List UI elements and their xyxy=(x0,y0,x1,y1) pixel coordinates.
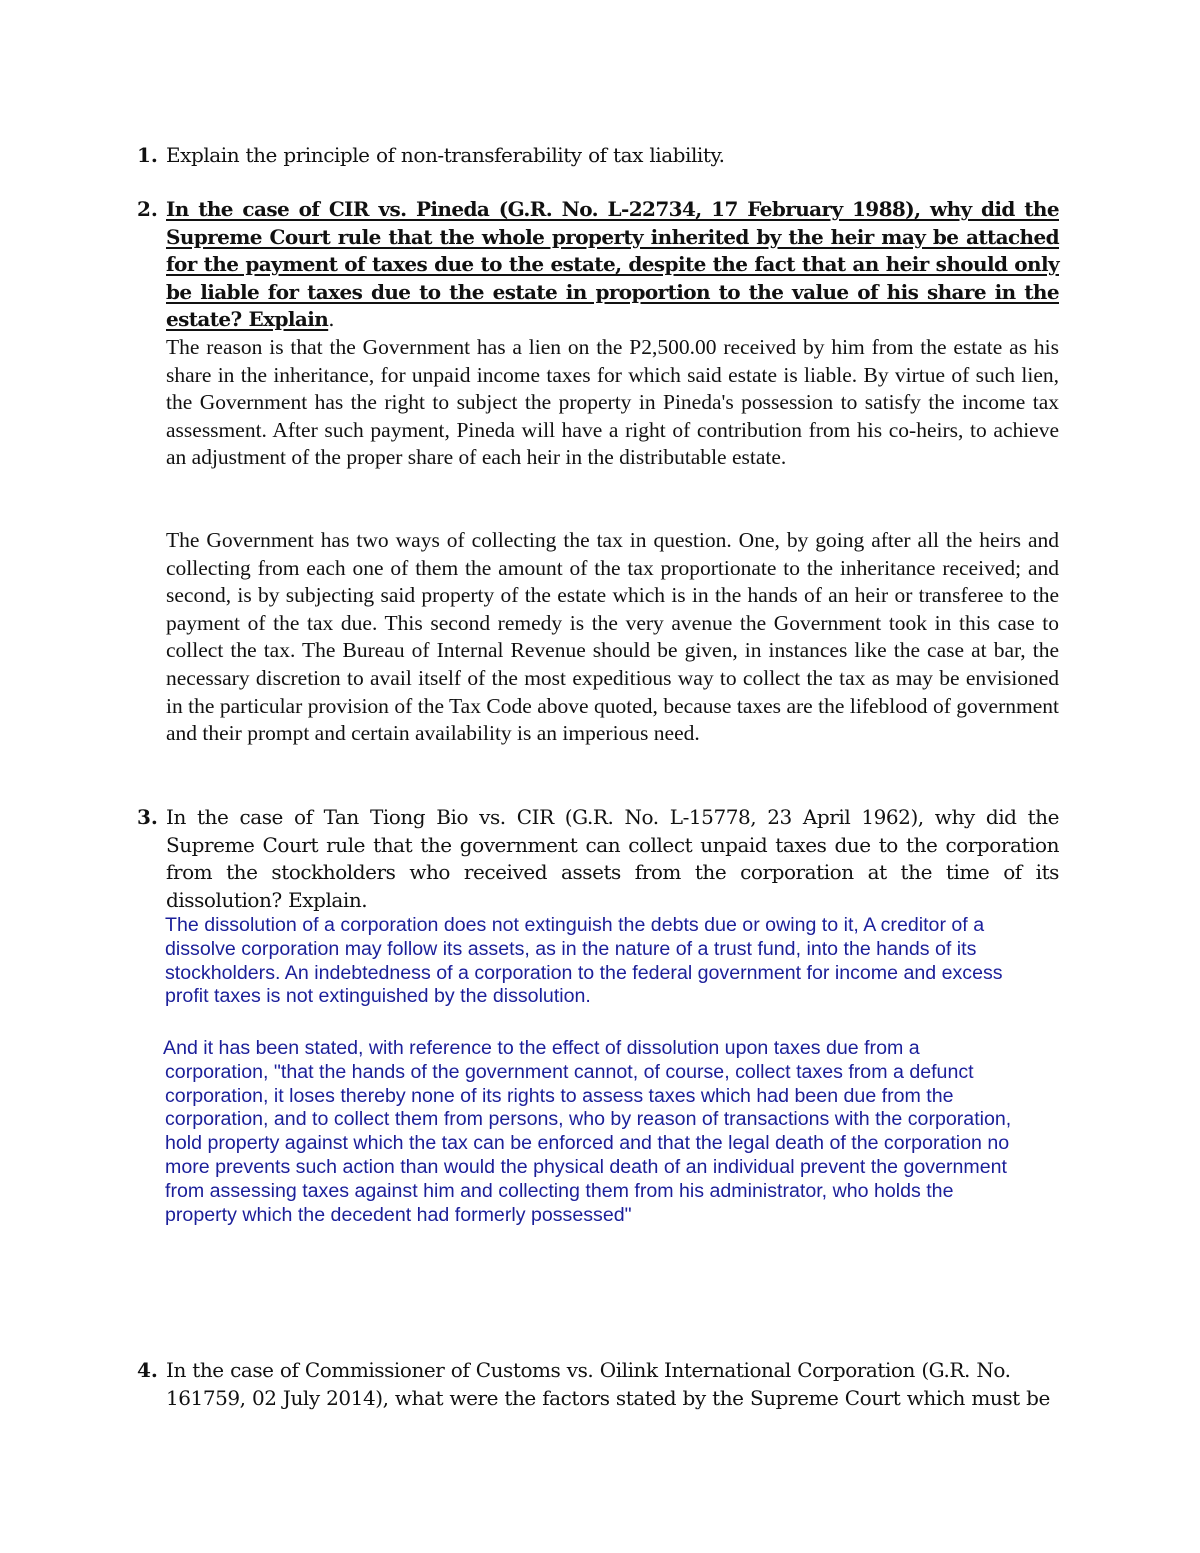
question-2-period: . xyxy=(328,307,335,332)
answer-3-line: corporation, and to collect them from persons, who by reason of transactions with the corporation, xyxy=(165,1108,1012,1131)
question-number-4: 4. xyxy=(137,1358,158,1382)
question-4-text: In the case of Commissioner of Customs vs. Oilink International Corporation (G.R. No. 161759, 02 July 2014), what were the factors stated by the Supreme Court which must be xyxy=(166,1358,1050,1410)
answer-3-line: dissolve corporation may follow its assets, as in the nature of a trust fund, into the hands of its xyxy=(165,937,977,960)
answer-3-paragraph-2 xyxy=(163,1037,1063,1227)
answer-3-line: property which the decedent had formerly possessed" xyxy=(165,1203,632,1226)
question-2-text xyxy=(166,196,1059,334)
answer-3-line: And it has been stated, with reference to the effect of dissolution upon taxes due from a xyxy=(163,1037,920,1059)
answer-3-line: corporation, "that the hands of the government cannot, of course, collect taxes from a defunct xyxy=(165,1060,974,1083)
question-2-emphasis: In the case of CIR vs. Pineda (G.R. No. L-22734, 17 February 1988), why did the Supreme Court rule that the whole property inherited by the heir may be attached for the payment of taxes due to the estate, despite the fact that an heir should only be liable for taxes due to the estate in proportion to the value of his share in the estate? Explain xyxy=(166,197,1059,332)
answer-3-line: profit taxes is not extinguished by the dissolution. xyxy=(165,985,591,1008)
answer-3-line: stockholders. An indebtedness of a corporation to the federal government for income and excess xyxy=(165,961,1003,984)
answer-3-line: from assessing taxes against him and collecting them from his administrator, who holds the xyxy=(165,1179,954,1202)
answer-3-line: corporation, it loses thereby none of its rights to assess taxes which had been due from the xyxy=(165,1084,954,1107)
answer-2-paragraph-2: The Government has two ways of collecting the tax in question. One, by going after all the heirs and collecting from each one of them the amount of the tax proportionate to the inheritance received; and second, is by subjecting said property of the estate which is in the hands of an heir or transferee to the payment of the tax due. This second remedy is the very avenue the Government took in this case to collect the tax. The Bureau of Internal Revenue should be given, in instances like the case at bar, the necessary discretion to avail itself of the most expeditious way to collect the tax as may be envisioned in the particular provision of the Tax Code above quoted, because taxes are the lifeblood of government and their prompt and certain availability is an imperious need. xyxy=(166,528,1059,746)
answer-3-line: The dissolution of a corporation does not extinguish the debts due or owing to it, A creditor of a xyxy=(165,914,985,936)
question-1-text: Explain the principle of non-transferability of tax liability. xyxy=(166,143,725,167)
answer-2-paragraph-1: The reason is that the Government has a lien on the P2,500.00 received by him from the estate as his share in the inheritance, for unpaid income taxes for which said estate is liable. By virtue of such lien, the Government has the right to subject the property in Pineda's possession to satisfy the income tax assessment. After such payment, Pineda will have a right of contribution from his co-heirs, to achieve an adjustment of the proper share of each heir in the distributable estate. xyxy=(166,335,1059,470)
question-number-2: 2. xyxy=(137,197,158,221)
question-3-text: In the case of Tan Tiong Bio vs. CIR (G.R. No. L-15778, 23 April 1962), why did the Supreme Court rule that the government can collect unpaid taxes due to the corporation from the stockholders who received assets from the corporation at the time of its dissolution? Explain. xyxy=(166,805,1059,912)
question-number-1: 1. xyxy=(137,143,158,167)
answer-3-paragraph-1 xyxy=(165,914,1065,1009)
question-number-3: 3. xyxy=(137,805,158,829)
answer-3-line: hold property against which the tax can be enforced and that the legal death of the corporation no xyxy=(165,1132,1010,1155)
answer-3-line: more prevents such action than would the physical death of an individual prevent the government xyxy=(165,1155,1007,1178)
